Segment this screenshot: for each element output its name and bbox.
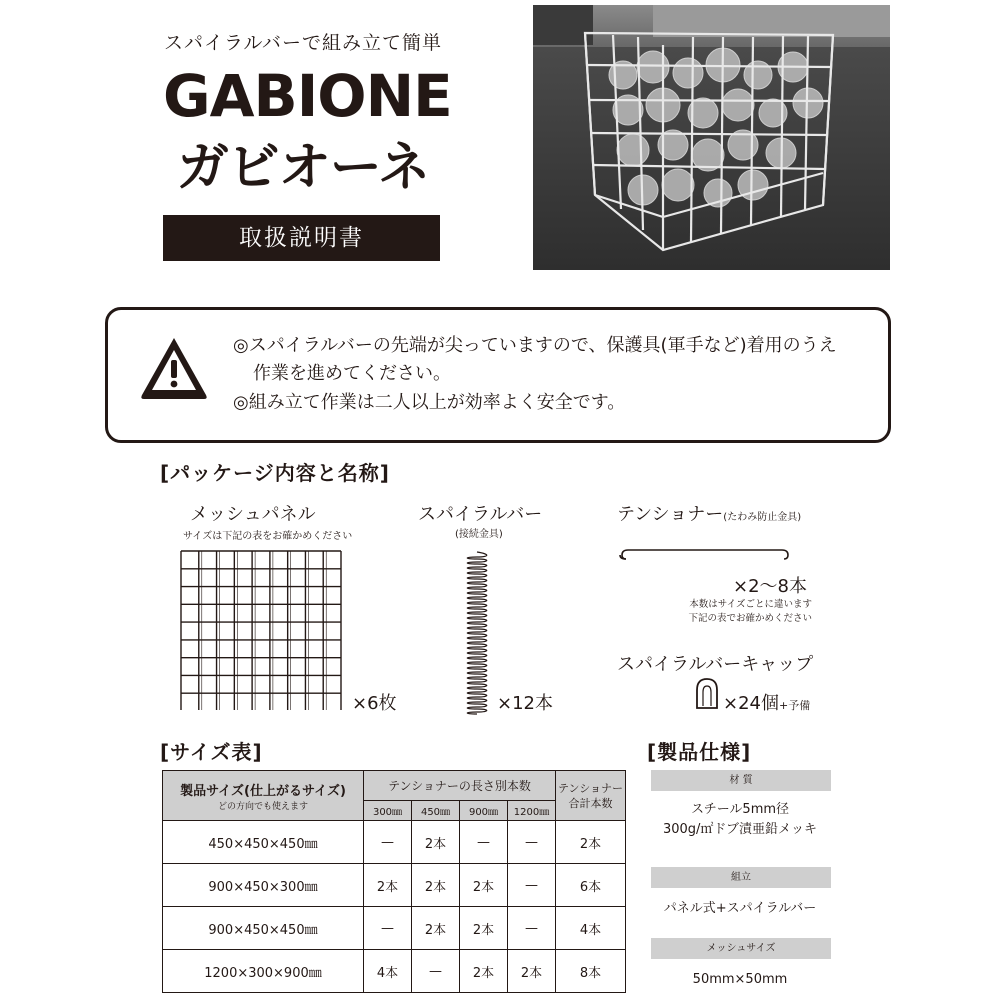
size-table [162, 770, 626, 993]
row-size: 900×450×450㎜ [163, 907, 364, 950]
row-size: 900×450×300㎜ [163, 864, 364, 907]
head-product-note: どの方向でも使えます [217, 801, 308, 812]
spec-mesh-value: 50mm×50mm [692, 972, 788, 987]
size-table-head-lengths: テンショナーの長さ別本数 [364, 771, 556, 801]
row-cell: 2本 [460, 950, 508, 993]
mesh-panel-illustration [180, 550, 343, 710]
row-cell: — [508, 864, 556, 907]
row-cell: — [412, 950, 460, 993]
row-cell: 2本 [460, 864, 508, 907]
tagline: スパイラルバーで組み立て簡単 [163, 32, 443, 54]
row-cell: — [364, 907, 412, 950]
package-title: [パッケージ内容と名称] [160, 461, 390, 485]
table-row [163, 950, 626, 993]
row-total: 4本 [556, 907, 626, 950]
spiral-cap-illustration [694, 676, 720, 710]
tensioner-note-1: 本数はサイズごとに違います [689, 599, 812, 610]
size-table-head-total [556, 771, 626, 821]
length-900: 900㎜ [460, 801, 508, 821]
manual-label: 取扱説明書 [163, 215, 440, 261]
row-cell: 2本 [460, 907, 508, 950]
length-1200: 1200㎜ [508, 801, 556, 821]
row-total: 2本 [556, 821, 626, 864]
row-cell: — [460, 821, 508, 864]
row-cell: 4本 [364, 950, 412, 993]
head-product-label: 製品サイズ(仕上がるサイズ) [180, 783, 346, 799]
size-table-title: [サイズ表] [160, 740, 263, 764]
brand-name-en: GABIONE [163, 62, 452, 130]
table-row [163, 821, 626, 864]
warning-line-1: ◎スパイラルバーの先端が尖っていますので、保護具(軍手など)着用のうえ [233, 335, 837, 356]
spec-assembly-head: 組立 [651, 867, 831, 888]
spec-material-head: 材 質 [651, 770, 831, 791]
table-row [163, 864, 626, 907]
tensioner-note-2: 下記の表でお確かめください [688, 613, 812, 624]
tensioner-label [617, 500, 801, 526]
row-size: 450×450×450㎜ [163, 821, 364, 864]
row-total: 8本 [556, 950, 626, 993]
spiral-cap-spare: +予備 [779, 699, 811, 712]
row-cell: 2本 [412, 821, 460, 864]
spiral-bar-illustration [462, 550, 492, 718]
spiral-cap-qty: ×24個 [723, 693, 779, 714]
mesh-panel-name: メッシュパネル [190, 504, 316, 525]
spiral-bar-qty: ×12本 [497, 693, 553, 714]
mesh-panel-note: サイズは下記の表をお確かめください [183, 531, 353, 542]
spiral-bar-name: スパイラルバー [418, 504, 543, 525]
spiral-cap-name: スパイラルバーキャップ [617, 654, 814, 675]
tensioner-name: テンショナー [617, 504, 724, 525]
length-300: 300㎜ [364, 801, 412, 821]
row-cell: 2本 [412, 864, 460, 907]
tensioner-illustration [618, 543, 793, 567]
brand-name-ja: ガビオーネ [176, 138, 430, 198]
tensioner-qty: ×2〜8本 [733, 576, 807, 597]
row-cell: 2本 [508, 950, 556, 993]
warning-box [105, 307, 891, 443]
row-cell: — [364, 821, 412, 864]
row-cell: — [508, 907, 556, 950]
spec-material-value-2: 300g/㎡ドブ漬亜鉛メッキ [662, 822, 818, 837]
product-photo [533, 5, 890, 270]
length-450: 450㎜ [412, 801, 460, 821]
mesh-panel-qty: ×6枚 [352, 693, 397, 714]
spec-material-value-1: スチール5mm径 [690, 802, 790, 817]
warning-icon [138, 333, 210, 403]
spiral-cap-qty-wrap [723, 689, 810, 715]
row-cell: 2本 [412, 907, 460, 950]
row-size: 1200×300×900㎜ [163, 950, 364, 993]
row-total: 6本 [556, 864, 626, 907]
size-table-head-product [163, 771, 364, 821]
spiral-bar-note: (接続金具) [455, 529, 503, 540]
head-total-line-1: テンショナー [558, 781, 623, 795]
row-cell: — [508, 821, 556, 864]
warning-line-2: 作業を進めてください。 [253, 363, 451, 384]
table-row [163, 907, 626, 950]
warning-line-3: ◎組み立て作業は二人以上が効率よく安全です。 [233, 392, 626, 413]
tensioner-sub: (たわみ防止金具) [723, 512, 802, 523]
spec-title: [製品仕様] [647, 740, 752, 764]
spec-assembly-value: パネル式+スパイラルバー [663, 901, 817, 916]
spec-mesh-head: メッシュサイズ [651, 938, 831, 959]
row-cell: 2本 [364, 864, 412, 907]
head-total-line-2: 合計本数 [568, 796, 613, 810]
